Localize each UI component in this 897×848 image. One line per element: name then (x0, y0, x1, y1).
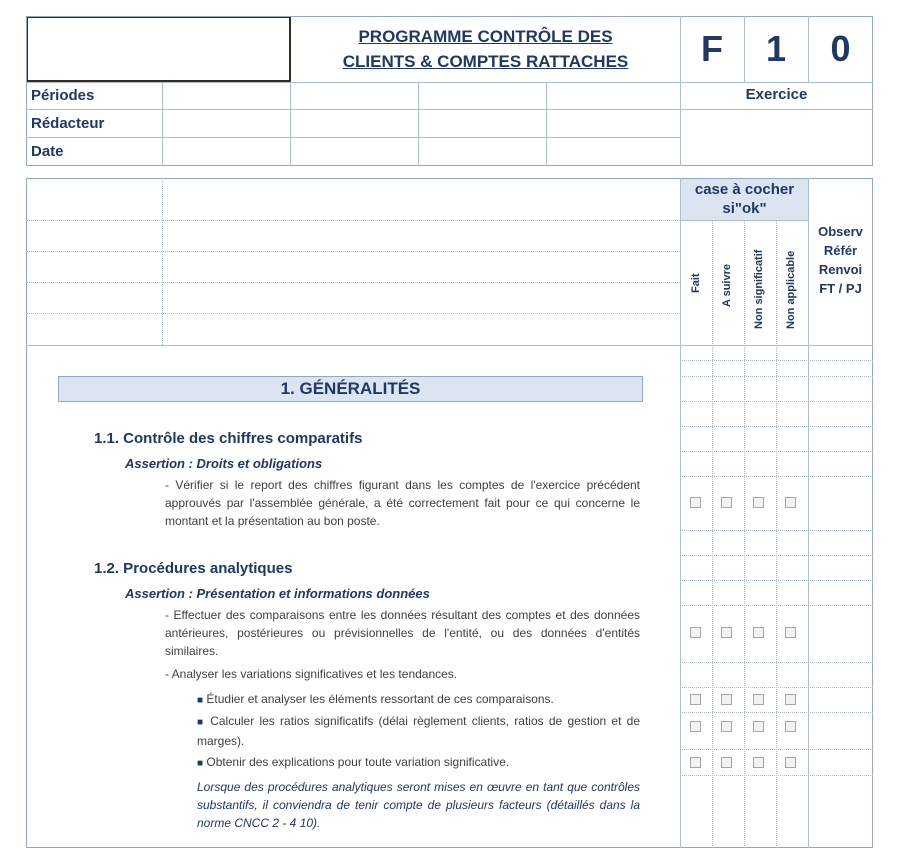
bullet-1 (197, 690, 640, 710)
row-label-redacteur: Rédacteur (31, 115, 105, 132)
subsection-title-1-1: 1.1. Contrôle des chiffres comparatifs (94, 430, 363, 447)
bullet-3-text: Obtenir des explications pour toute variation significative. (206, 755, 510, 769)
checkbox-suivre-b2[interactable] (721, 721, 732, 732)
checkbox-suivre-1-2a[interactable] (721, 627, 732, 638)
col-a-suivre: A suivre (721, 263, 733, 307)
section-title: 1. GÉNÉRALITÉS (280, 379, 421, 398)
assertion-1-1: Assertion : Droits et obligations (125, 456, 323, 471)
observ-line3: Renvoi (818, 262, 863, 277)
code-letter: F (701, 28, 723, 69)
checkbox-suivre-b3[interactable] (721, 757, 732, 768)
checkbox-fait-b3[interactable] (690, 757, 701, 768)
checkbox-nonapp-1-1[interactable] (785, 497, 796, 508)
checkbox-nonsig-b3[interactable] (753, 757, 764, 768)
checkbox-nonapp-b2[interactable] (785, 721, 796, 732)
col-fait: Fait (690, 273, 702, 293)
bullet-2-text: Calculer les ratios significatifs (délai règlement clients, ratios de gestion et de marges). (197, 714, 640, 748)
bullet-3 (197, 753, 640, 773)
assertion-1-2: Assertion : Présentation et informations données (125, 586, 430, 601)
bullet-2 (197, 712, 640, 750)
checkbox-nonapp-b3[interactable] (785, 757, 796, 768)
row-label-periodes: Périodes (31, 87, 95, 104)
bullet-1-text: Étudier et analyser les éléments ressortant de ces comparaisons. (206, 692, 554, 706)
exercice-label: Exercice (745, 86, 808, 103)
page-title-line2: CLIENTS & COMPTES RATTACHES (342, 52, 629, 71)
bullet-square-icon: ■ (197, 695, 204, 706)
observ-header (809, 222, 872, 298)
col-non-applicable: Non applicable (785, 250, 797, 329)
note-analytical: Lorsque des procédures analytiques seront mises en œuvre en tant que contrôles substantifs, il conviendra de tenir compte de plusieurs facteurs (détaillés dans la norme CNCC 2 - 4 10). (197, 780, 640, 830)
checkbox-fait-b2[interactable] (690, 721, 701, 732)
subsection-title-1-2: 1.2. Procédures analytiques (94, 560, 293, 577)
bullet-square-icon: ■ (197, 758, 204, 769)
item-1-2-b: - Analyser les variations significatives et les tendances. (165, 667, 458, 681)
checkbox-nonsig-1-1[interactable] (753, 497, 764, 508)
bullet-square-icon: ■ (197, 717, 205, 728)
item-1-2-a: - Effectuer des comparaisons entre les données résultant des comptes et des données antérieures, postérieures ou prévisionnelles de l'entité, ou des données d'entités similaires. (165, 608, 640, 658)
item-1-1-a: - Vérifier si le report des chiffres figurant dans les comptes de l'exercice précédent approuvés par l'assemblée générale, a été correctement fait pour ce qui concerne le montant et la présentation au bon poste. (165, 478, 640, 528)
col-non-significatif: Non significatif (753, 249, 765, 329)
checkbox-suivre-b1[interactable] (721, 694, 732, 705)
row-label-date: Date (31, 143, 64, 160)
checkbox-nonapp-1-2a[interactable] (785, 627, 796, 638)
checkbox-fait-1-1[interactable] (690, 497, 701, 508)
code-digit-1: 1 (765, 28, 787, 69)
page-title-line1: PROGRAMME CONTRÔLE DES (358, 27, 613, 46)
checkbox-suivre-1-1[interactable] (721, 497, 732, 508)
checkbox-nonapp-b1[interactable] (785, 694, 796, 705)
code-digit-2: 0 (830, 28, 851, 69)
observ-line4: FT / PJ (819, 281, 862, 296)
checkbox-nonsig-b2[interactable] (753, 721, 764, 732)
observ-line1: Observ (818, 224, 863, 239)
checkbox-header-text: case à cocher si"ok" (694, 181, 795, 217)
checkbox-fait-b1[interactable] (690, 694, 701, 705)
checkbox-nonsig-b1[interactable] (753, 694, 764, 705)
observ-line2: Référ (823, 243, 858, 258)
checkbox-fait-1-2a[interactable] (690, 627, 701, 638)
checkbox-nonsig-1-2a[interactable] (753, 627, 764, 638)
